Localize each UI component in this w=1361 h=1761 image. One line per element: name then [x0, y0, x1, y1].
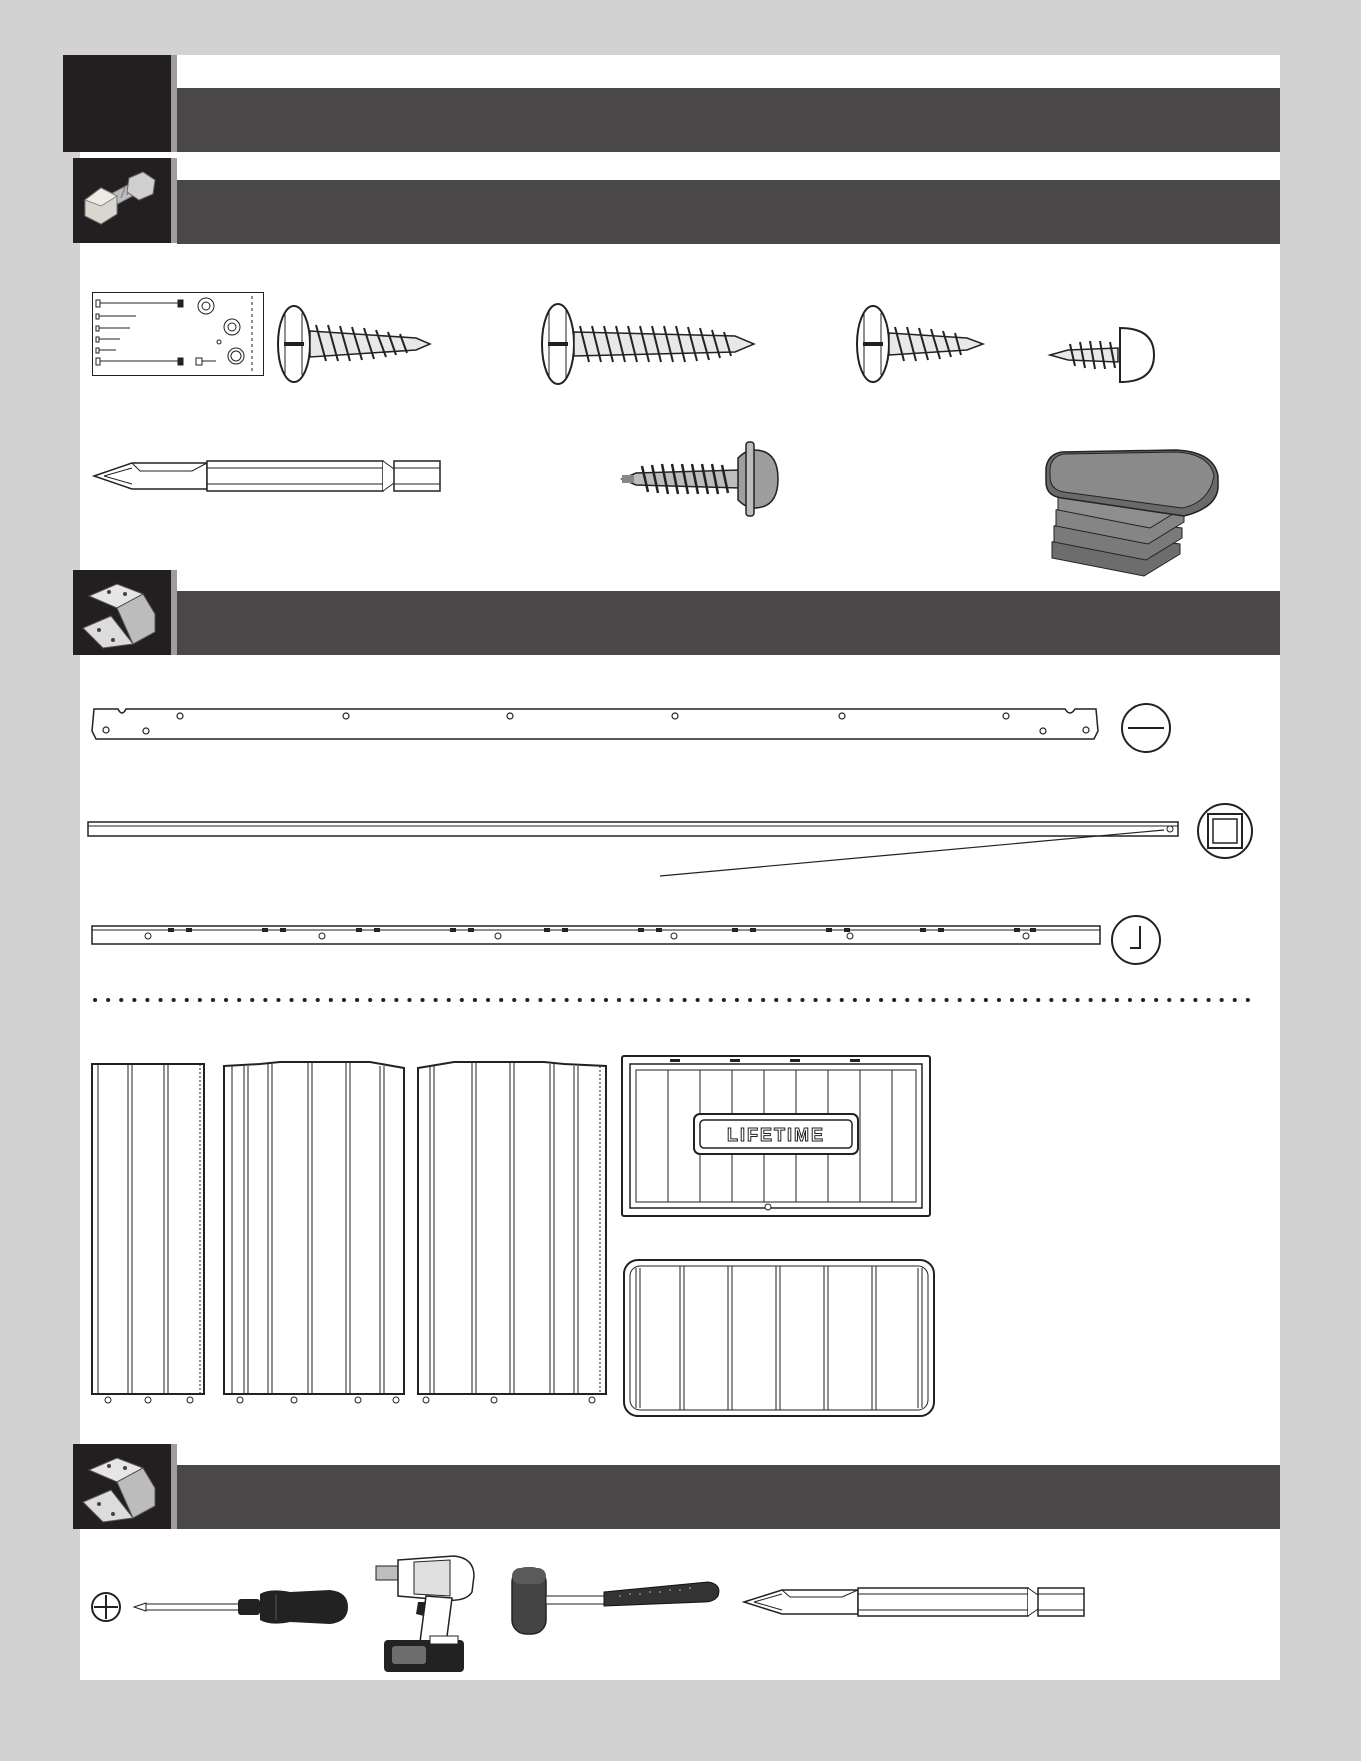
- pan-head-screw-medium: [855, 303, 985, 385]
- parts-section-bar: [177, 591, 1280, 655]
- phillips-screwdriver-icon: [90, 1580, 350, 1634]
- hardware-section-bar: [177, 180, 1280, 244]
- brand-logo: [694, 1114, 858, 1154]
- nut-bolt-icon: [73, 158, 171, 243]
- wall-panel-narrow: [88, 1060, 212, 1410]
- wall-panel-wide-right: [414, 1058, 610, 1410]
- rubber-mallet-icon: [508, 1562, 722, 1640]
- hardware-kit-card: [92, 292, 264, 376]
- pan-head-screw-long: [540, 300, 755, 388]
- pan-head-screw-large: [276, 303, 431, 385]
- drill-bit-tool-icon: [742, 1584, 1088, 1620]
- small-tapping-screw: [1048, 322, 1156, 388]
- page-title-bar: [177, 88, 1280, 152]
- bracket-icon: [73, 1444, 171, 1529]
- tools-section-bar: [177, 1465, 1280, 1529]
- flat-profile-icon: [1120, 702, 1172, 754]
- bracket-icon: [73, 570, 171, 655]
- brand-logo-text: LIFETIME: [727, 1125, 825, 1145]
- square-profile-icon: [1196, 802, 1254, 860]
- parts-section-icon-box: [73, 570, 171, 655]
- roof-panel: [620, 1256, 938, 1420]
- j-profile-icon: [1110, 914, 1162, 966]
- flat-steel-strip: [90, 703, 1102, 743]
- cordless-drill-icon: [374, 1552, 484, 1676]
- hardware-section-icon-box: [73, 158, 171, 243]
- square-tube-rail: [86, 818, 1182, 880]
- phillips-drill-bit: [92, 457, 444, 495]
- tools-section-icon-box: [73, 1444, 171, 1529]
- j-channel-rail: [90, 922, 1102, 950]
- step-number-block: [63, 55, 171, 152]
- square-tube-end-cap: [1044, 446, 1222, 588]
- door-panel-with-logo: [620, 1054, 932, 1218]
- self-drilling-washer-screw: [620, 440, 782, 518]
- wall-panel-wide-left: [220, 1058, 408, 1410]
- dotted-separator: [92, 997, 1260, 1003]
